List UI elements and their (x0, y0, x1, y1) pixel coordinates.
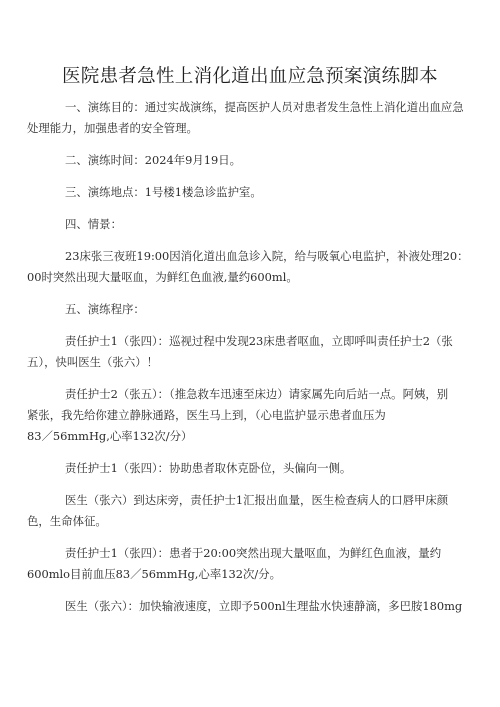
paragraph-section-procedure-heading (46, 299, 456, 320)
paragraph-step-nurse1-positioning (46, 458, 456, 479)
paragraph-line: 责任护士2（张五）：（推急救车迅速至床边）请家属先向后站一点。阿姨，别 (65, 387, 449, 401)
paragraph-step-doctor-orders (46, 596, 463, 617)
paragraph-step-nurse2-iv-access (27, 384, 456, 447)
document-title: 医院患者急性上消化道出血应急预案演练脚本 (61, 66, 438, 87)
paragraph-line: 四、情景： (65, 217, 122, 231)
paragraph-scenario-text (27, 246, 469, 288)
paragraph-section-purpose (27, 97, 464, 139)
paragraph-line: 处理能力，加强患者的安全管理。 (27, 121, 198, 135)
paragraph-line: 责任护士1（张四）：巡视过程中发现23床患者呕血，立即呼叫责任护士2（张 (65, 334, 453, 348)
paragraph-section-location (46, 182, 456, 203)
paragraph-line: 一、演练目的：通过实战演练，提高医护人员对患者发生急性上消化道出血应急 (65, 100, 464, 114)
paragraph-step-doctor-arrival (27, 490, 456, 532)
paragraph-line: 二、演练时间：2024年9月19日。 (65, 153, 242, 167)
paragraph-section-scenario-heading (46, 214, 456, 235)
paragraph-line: 三、演练地点：1号楼1楼急诊监护室。 (65, 185, 262, 199)
paragraph-line: 医生（张六）到达床旁，责任护士1汇报出血量，医生检查病人的口唇甲床颜 (65, 493, 449, 507)
paragraph-line: 600mlo目前血压83／56mmHg,心率132次/分。 (27, 567, 281, 581)
paragraph-step-nurse1-discovery (27, 331, 456, 373)
paragraph-line: 23床张三夜班19:00因消化道出血急诊入院，给与吸氧心电监护，补液处理20： (65, 249, 469, 263)
paragraph-step-nurse1-report (27, 543, 456, 585)
paragraph-line: 医生（张六）：加快输液速度，立即予500nl生理盐水快速静滴，多巴胺180mg (65, 599, 463, 613)
paragraph-line: 责任护士1（张四）：协助患者取休克卧位，头偏向一侧。 (65, 461, 352, 475)
paragraph-line: 83／56mmHg,心率132次/分） (27, 429, 193, 443)
paragraph-line: 紧张，我先给你建立静脉通路，医生马上到，（心电监护显示患者血压为 (27, 408, 386, 422)
paragraph-line: 责任护士1（张四）：患者于20:00突然出现大量呕血，为鲜红色血液，量约 (65, 546, 442, 560)
document-body (27, 97, 469, 628)
paragraph-section-time (46, 150, 456, 171)
paragraph-line: 00时突然出现大量呕血，为鲜红色血液,量约600ml。 (27, 270, 298, 284)
paragraph-line: 色，生命体征。 (27, 514, 107, 528)
paragraph-line: 五、演练程序： (65, 302, 145, 316)
paragraph-line: 五），快叫医生（张六）！ (27, 355, 158, 369)
